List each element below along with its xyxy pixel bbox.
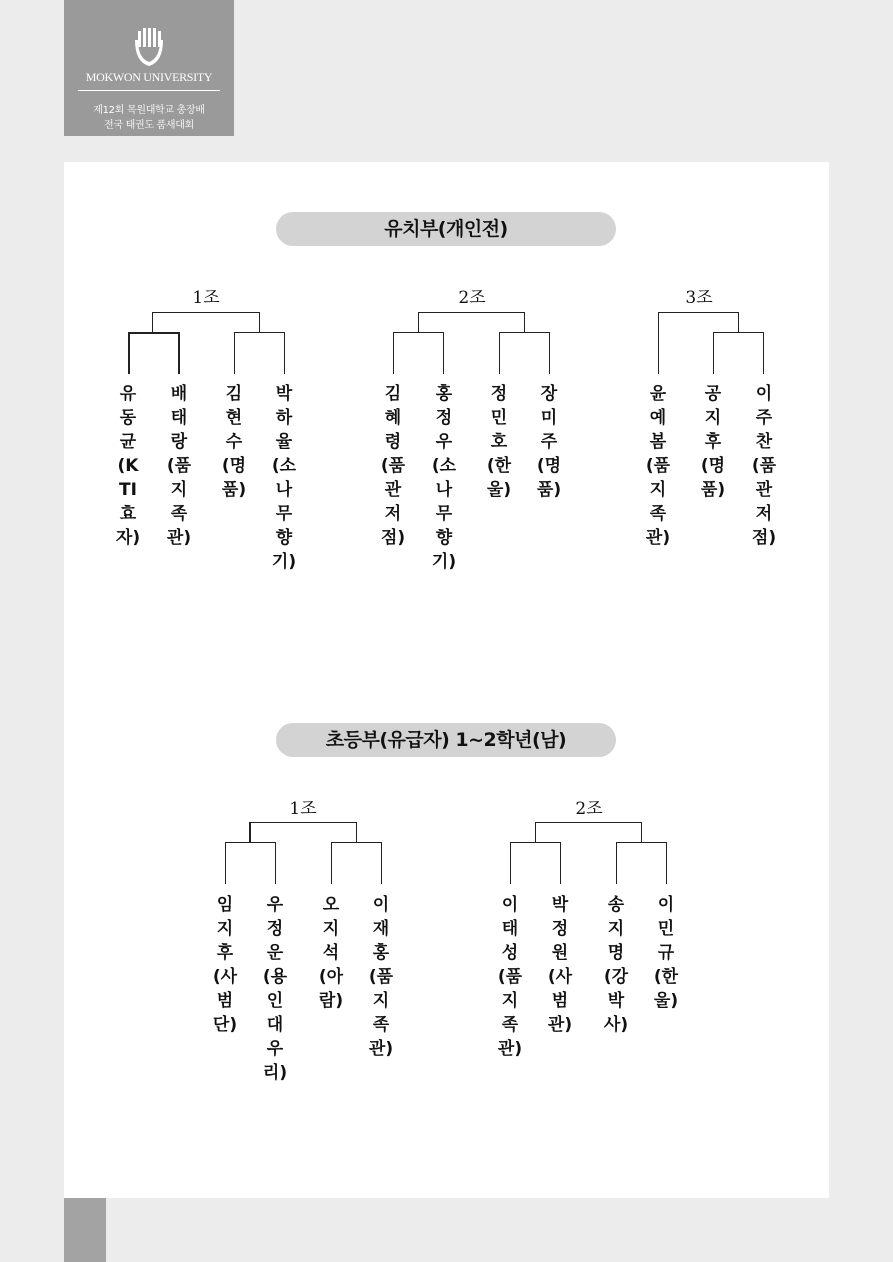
university-name: MOKWON UNIVERSITY [85,70,213,84]
competitor-k3-1: 윤예봄(품지족관) [645,384,671,548]
competitor-e1-4: 이재홍(품지족관) [368,895,394,1059]
competitor-e2-3: 송지명(강박사) [603,895,629,1035]
page-footer-tab [64,1198,106,1262]
group-label-k1: 1조 [192,288,220,308]
competitor-k2-4: 장미주(명품) [536,384,562,500]
competitor-k1-3: 김현수(명품) [221,384,247,500]
competitor-e2-1: 이태성(품지족관) [497,895,523,1059]
bracket-panel [64,162,829,1198]
competitor-k2-1: 김혜령(품관저점) [380,384,406,548]
competitor-e2-2: 박정원(사범관) [547,895,573,1035]
header-block [64,0,234,136]
competitor-e2-4: 이민규(한울) [653,895,679,1011]
group-label-k3: 3조 [685,288,713,308]
header-divider [78,90,220,91]
competitor-e1-2: 우정운(용인대우리) [262,895,288,1083]
competitor-k1-2: 배태랑(품지족관) [166,384,192,548]
event-title-line-1: 제12회 목원대학교 총장배 [93,105,205,116]
competitor-k1-1: 유동균(KTI효자) [115,384,141,548]
competitor-e1-1: 임지후(사범단) [212,895,238,1035]
competitor-k3-3: 이주찬(품관저점) [751,384,777,548]
university-logo-icon [133,28,165,68]
event-title-line-2: 전국 태권도 품새대회 [104,120,194,131]
section-title-elementary: 초등부(유급자) 1~2학년(남) [276,723,616,757]
competitor-k2-2: 홍정우(소나무향기) [431,384,457,572]
group-label-k2: 2조 [458,288,486,308]
competitor-k3-2: 공지후(명품) [700,384,726,500]
group-label-e2: 2조 [575,799,603,819]
competitor-k2-3: 정민호(한울) [486,384,512,500]
competitor-k1-4: 박하율(소나무향기) [271,384,297,572]
group-label-e1: 1조 [289,799,317,819]
competitor-e1-3: 오지석(아람) [318,895,344,1011]
section-title-kindergarten: 유치부(개인전) [276,212,616,246]
